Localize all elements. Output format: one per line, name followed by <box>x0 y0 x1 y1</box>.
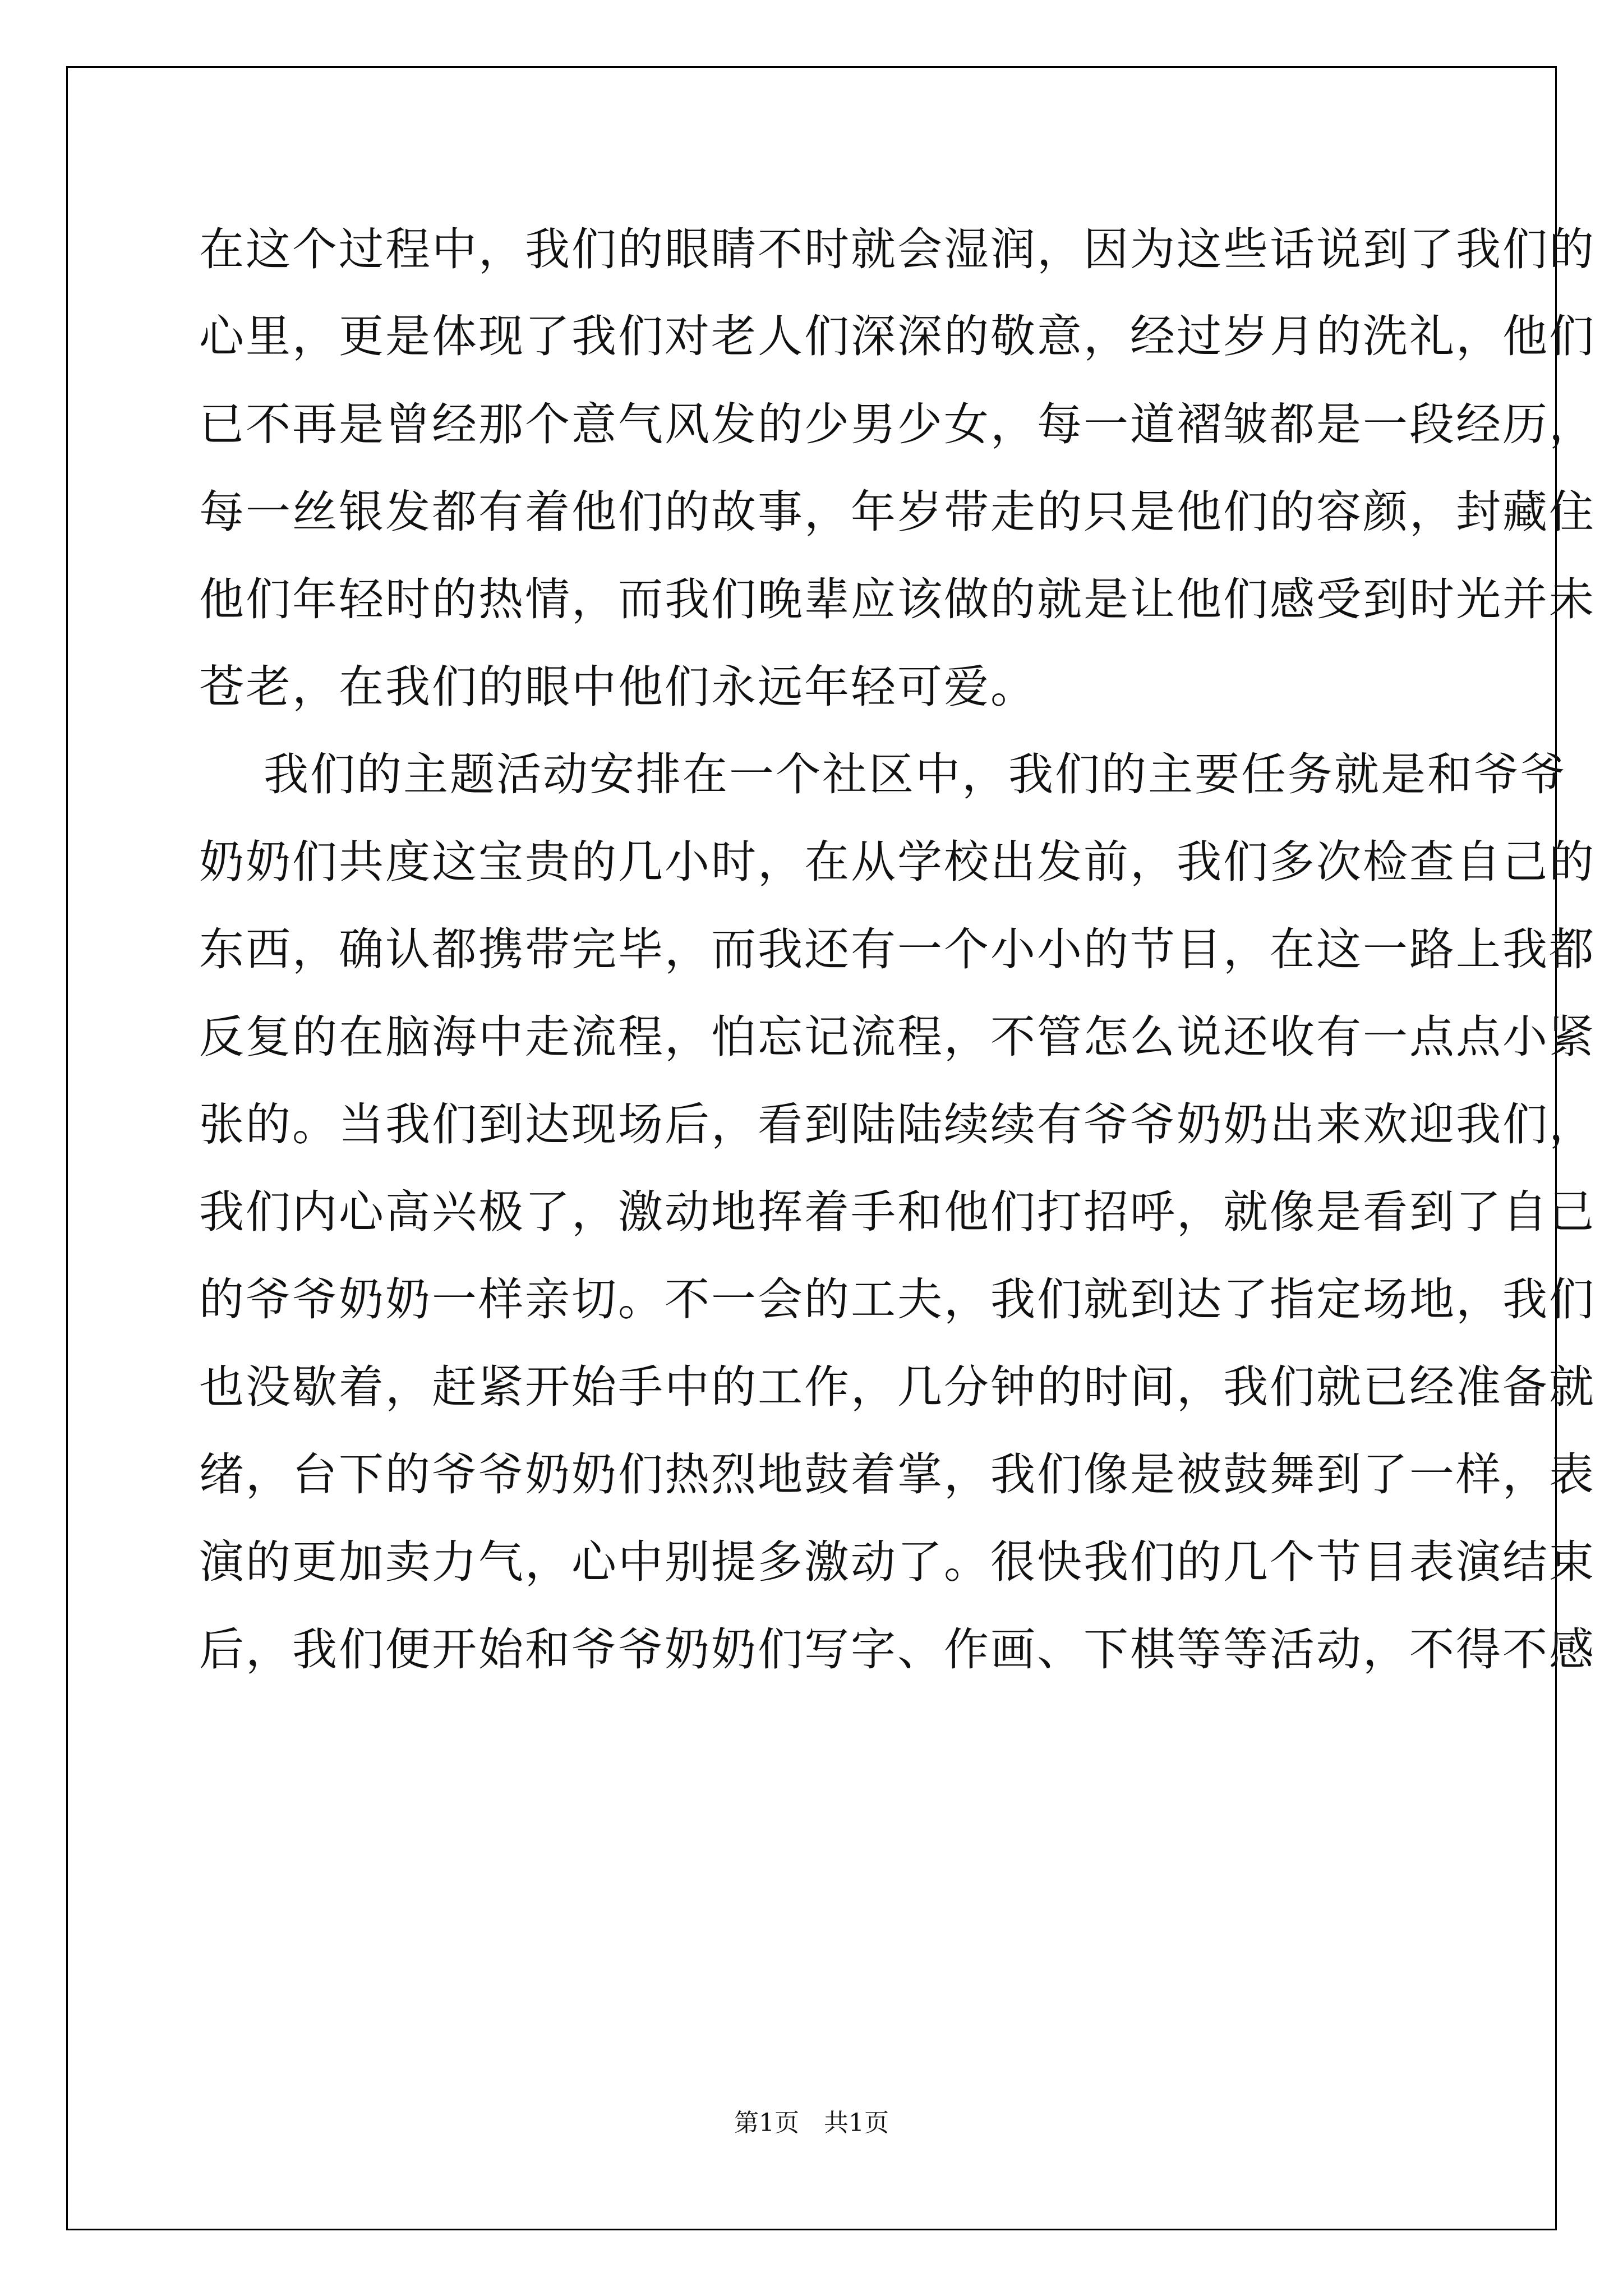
text-line: 也没歇着，赶紧开始手中的工作，几分钟的时间，我们就已经准备就 <box>199 1361 1596 1413</box>
text-line: 东西，确认都携带完毕，而我还有一个小小的节目，在这一路上我都 <box>199 923 1596 976</box>
text-line: 他们年轻时的热情，而我们晚辈应该做的就是让他们感受到时光并未 <box>199 573 1596 625</box>
text-line: 的爷爷奶奶一样亲切。不一会的工夫，我们就到达了指定场地，我们 <box>199 1273 1596 1326</box>
text-line: 演的更加卖力气，心中别提多激动了。很快我们的几个节目表演结束 <box>199 1536 1596 1588</box>
text-line: 我们内心高兴极了，激动地挥着手和他们打招呼，就像是看到了自己 <box>199 1186 1596 1238</box>
text-line: 已不再是曾经那个意气风发的少男少女，每一道褶皱都是一段经历， <box>199 398 1596 450</box>
text-line: 苍老，在我们的眼中他们永远年轻可爱。 <box>199 661 1037 713</box>
paragraph-first-line: 我们的主题活动安排在一个社区中，我们的主要任务就是和爷爷 <box>264 748 1567 800</box>
text-line: 绪，台下的爷爷奶奶们热烈地鼓着掌，我们像是被鼓舞到了一样，表 <box>199 1448 1596 1501</box>
text-line: 奶奶们共度这宝贵的几小时，在从学校出发前，我们多次检查自己的 <box>199 836 1596 888</box>
page-footer: 第1页 共1页 <box>734 2109 889 2137</box>
text-line: 每一丝银发都有着他们的故事，年岁带走的只是他们的容颜，封藏住 <box>199 486 1596 538</box>
text-line: 心里，更是体现了我们对老人们深深的敬意，经过岁月的洗礼，他们 <box>199 310 1596 362</box>
text-line: 反复的在脑海中走流程，怕忘记流程，不管怎么说还收有一点点小紧 <box>199 1011 1596 1063</box>
text-line: 后，我们便开始和爷爷奶奶们写字、作画、下棋等等活动，不得不感 <box>199 1623 1596 1676</box>
text-line: 张的。当我们到达现场后，看到陆陆续续有爷爷奶奶出来欢迎我们， <box>199 1098 1596 1151</box>
text-line: 在这个过程中，我们的眼睛不时就会湿润，因为这些话说到了我们的 <box>199 223 1596 275</box>
